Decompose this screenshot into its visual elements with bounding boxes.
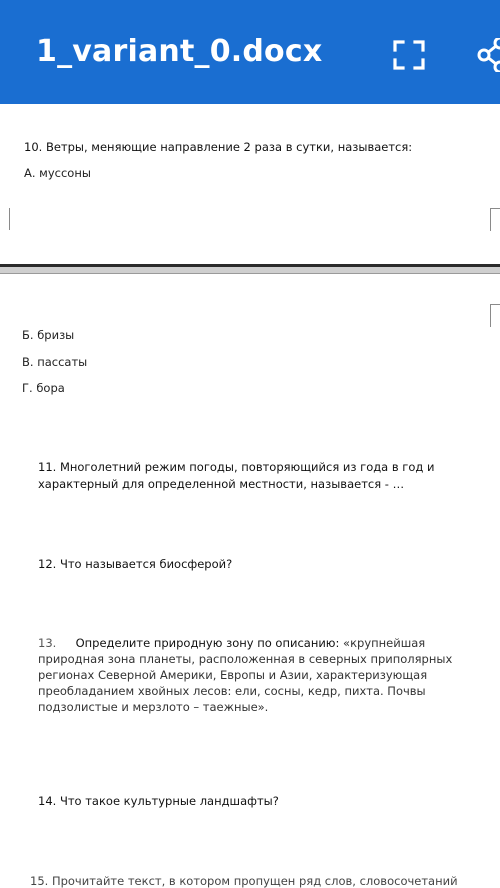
question-13-prompt: Определите природную зону по описанию: [75,636,344,650]
fullscreen-icon [392,39,426,71]
question-14-text: 14. Что такое культурные ландшафты? [38,794,279,808]
question-13-text [38,635,458,715]
share-icon [472,38,500,72]
question-13-number: 13. [38,636,57,650]
page-break [0,264,500,274]
question-10-option-b: Б. бризы [22,328,75,342]
question-11-line-1: 11. Многолетний режим погоды, повторяющийся из года в год и [38,460,435,474]
question-10-option-g: Г. бора [22,381,65,395]
fullscreen-button[interactable] [392,39,426,71]
share-button[interactable] [472,38,500,72]
page-corner-mark-left [0,208,10,230]
question-15-partial-text: 15. Прочитайте текст, в котором пропущен ряд слов, словосочетаний [30,874,458,888]
page-corner-mark-right-2 [490,304,500,327]
question-13-body: «крупнейшая природная зона планеты, расположенная в северных приполярных регионах Северной Америки, Европы и Азии, характеризующая преобладанием хвойных лесов: ели, сосны, кедр, пихта. Почвы подзолистые и мерзлото – таежные». [38,636,453,714]
question-10-text: 10. Ветры, меняющие направление 2 раза в сутки, называется: [24,140,413,154]
page-corner-mark-right [490,208,500,231]
document-page-2 [0,274,500,879]
question-12-text: 12. Что называется биосферой? [38,557,233,571]
question-10-option-a: А. муссоны [24,166,91,180]
question-10-option-v: В. пассаты [22,355,88,369]
app-bar [0,0,500,104]
question-11-line-2: характерный для определенной местности, называется - … [38,477,405,491]
document-title: 1_variant_0.docx [36,34,323,69]
document-page-1 [0,104,500,264]
